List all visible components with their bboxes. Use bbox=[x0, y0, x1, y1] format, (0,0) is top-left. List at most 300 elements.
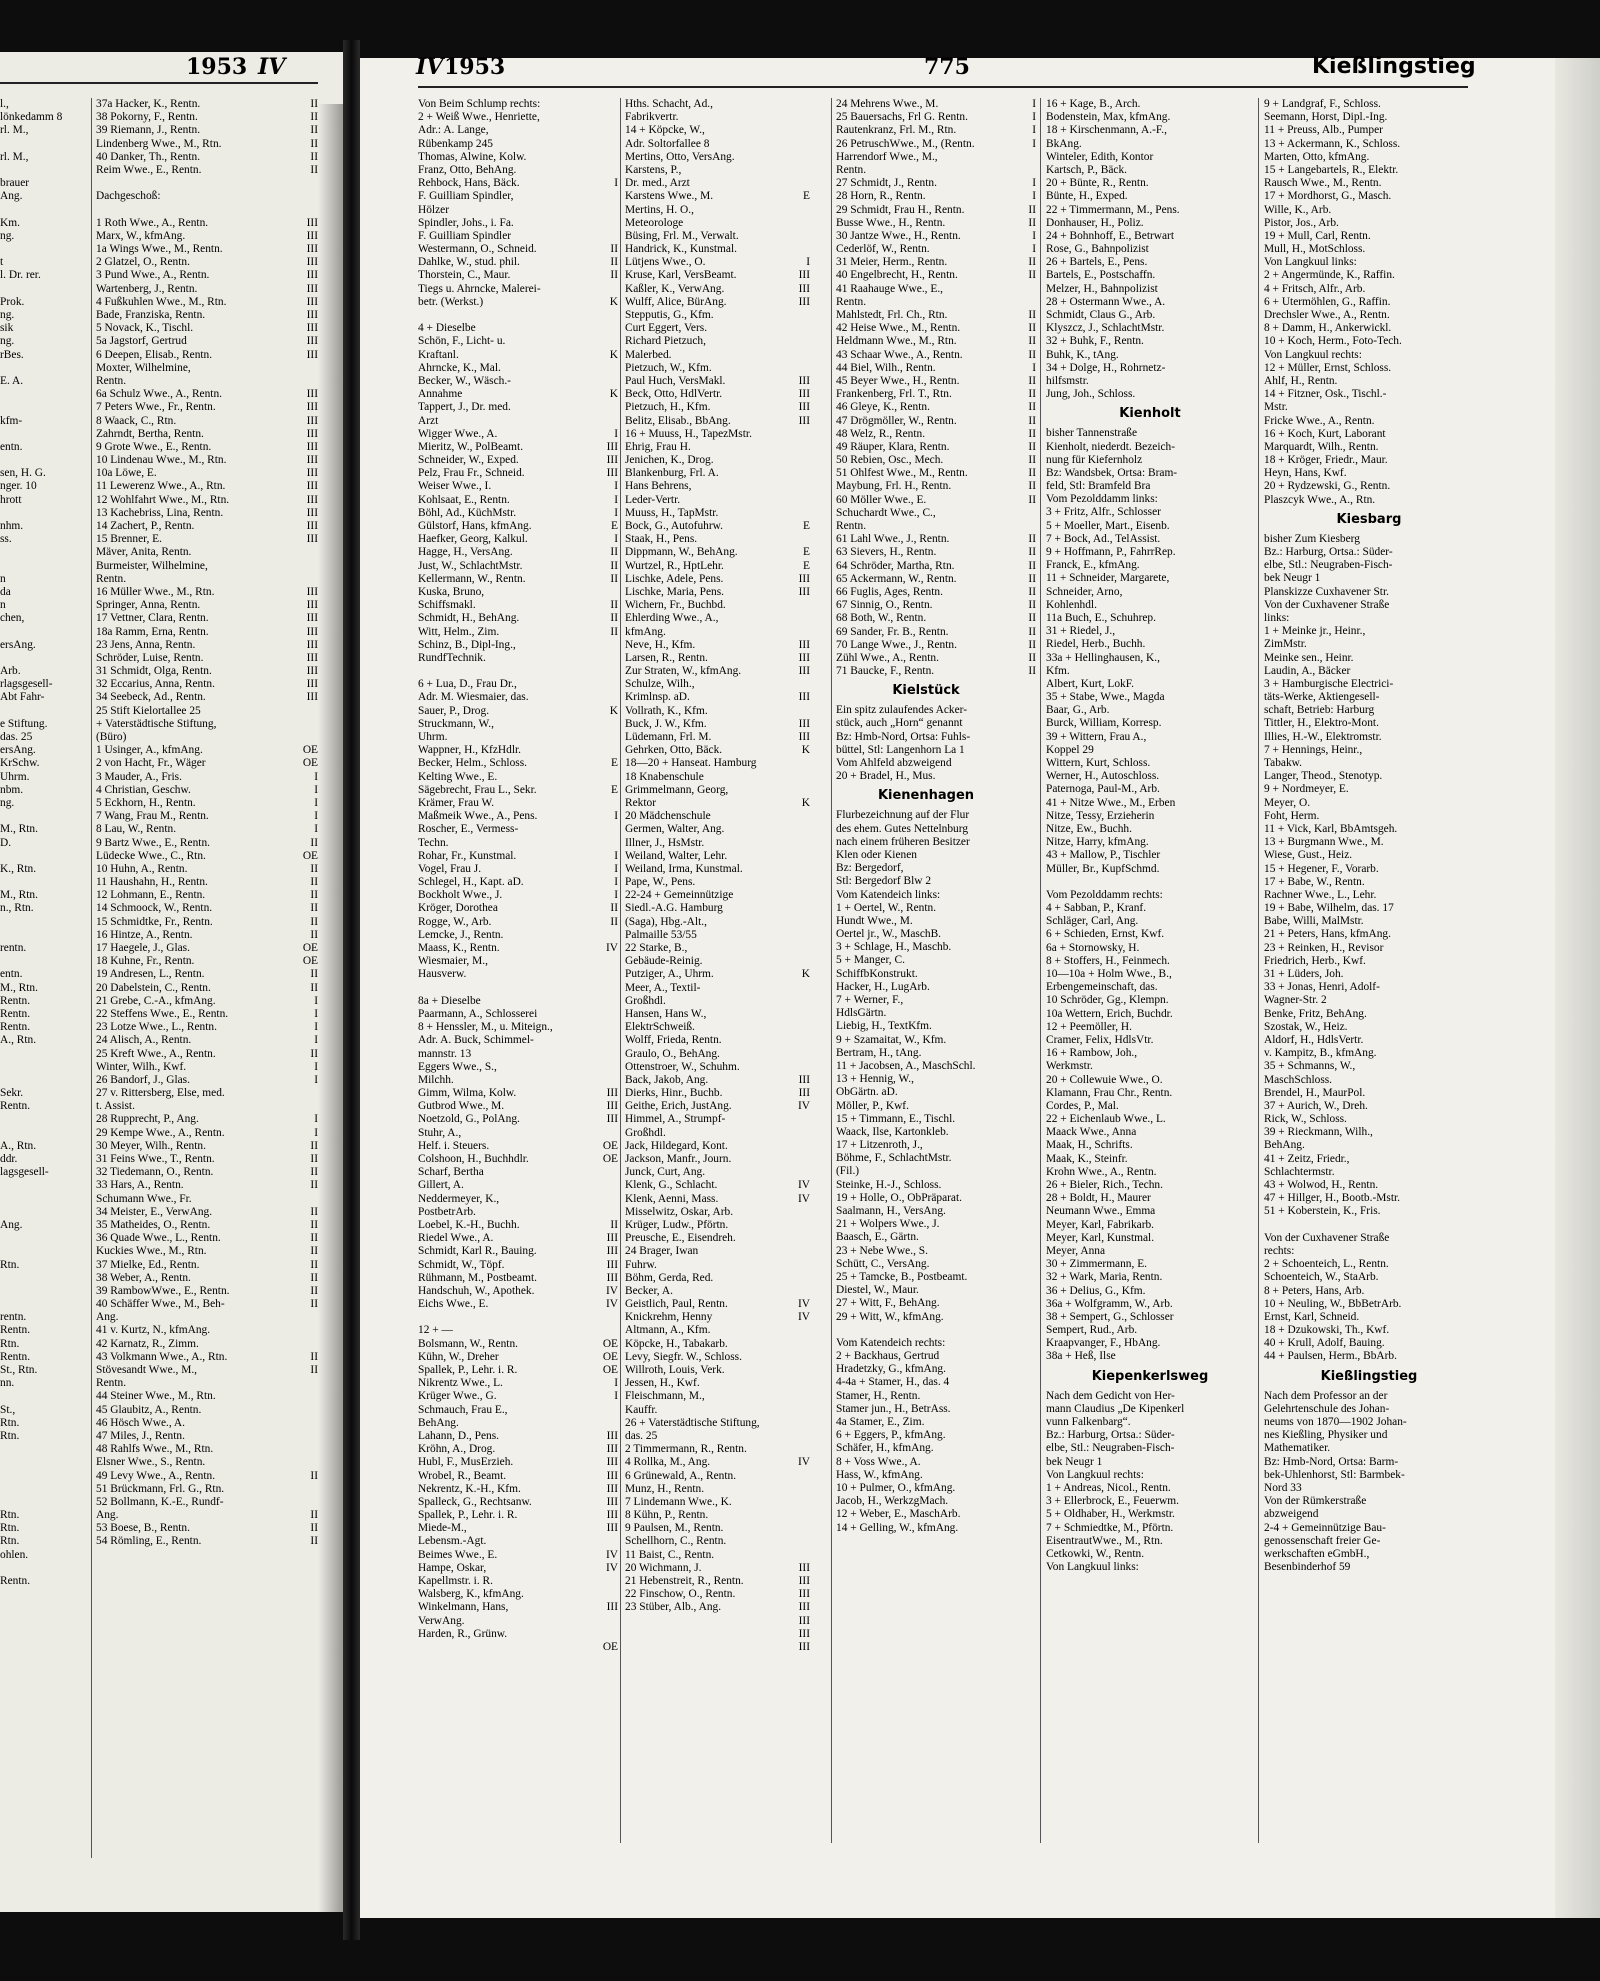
text-fragment: D. bbox=[0, 836, 12, 849]
floor-marker: III bbox=[306, 651, 318, 664]
text-fragment bbox=[0, 1272, 90, 1285]
floor-marker: III bbox=[306, 335, 318, 348]
directory-entry: Baasch, E., Gärtn. bbox=[836, 1231, 919, 1244]
floor-marker: II bbox=[1028, 374, 1036, 387]
floor-marker bbox=[1014, 296, 1036, 309]
directory-entry: Tappert, J., Dr. med. bbox=[418, 401, 511, 414]
directory-entry: Handrick, K., Kunstmal. bbox=[625, 243, 737, 256]
floor-marker: I bbox=[314, 783, 318, 796]
directory-entry: Flurbezeichnung auf der Flur bbox=[836, 809, 970, 822]
directory-entry bbox=[418, 665, 616, 678]
directory-entry: Ottenstroer, W., Schuhm. bbox=[625, 1060, 740, 1073]
floor-marker bbox=[788, 480, 810, 493]
directory-entry: 6 + Utermöhlen, G., Raffin. bbox=[1264, 295, 1391, 308]
directory-entry: Thorstein, C., Maur. bbox=[418, 269, 511, 282]
floor-marker bbox=[788, 494, 810, 507]
directory-entry: 43 Schaar Wwe., A., Rentn. bbox=[836, 348, 963, 361]
floor-marker: III bbox=[606, 1113, 618, 1126]
directory-entry: 21 + Peters, Hans, kfmAng. bbox=[1264, 928, 1391, 941]
directory-entry: Jessen, H., Kwf. bbox=[625, 1377, 700, 1390]
directory-entry: Kühn, W., Dreher bbox=[418, 1350, 499, 1363]
directory-entry: Milchh. bbox=[418, 1073, 454, 1086]
floor-marker: K bbox=[609, 348, 618, 361]
directory-entry: 19 + Holle, O., ObPräparat. bbox=[836, 1191, 962, 1204]
directory-entry: 21 Hebenstreit, R., Rentn. bbox=[625, 1575, 744, 1587]
floor-marker bbox=[788, 1232, 810, 1245]
directory-entry: Hundt Wwe., M. bbox=[836, 914, 913, 927]
floor-marker bbox=[284, 1100, 318, 1113]
directory-entry: Geistlich, Paul, Rentn. bbox=[625, 1298, 728, 1311]
directory-entry: 14 + Fitzner, Osk., Tischl.- bbox=[1264, 388, 1387, 401]
floor-marker bbox=[284, 375, 318, 388]
floor-marker: III bbox=[306, 665, 318, 678]
directory-entry: Burck, William, Korresp. bbox=[1046, 717, 1162, 730]
directory-entry: des ehem. Gutes Nettelnburg bbox=[836, 822, 969, 835]
directory-entry: Krämer, Frau W. bbox=[418, 796, 495, 809]
directory-entry: Kienholt, niederdt. Bezeich- bbox=[1046, 440, 1176, 453]
directory-entry: Nitze, Tessy, Erzieherin bbox=[1046, 809, 1155, 822]
floor-marker: II bbox=[310, 1535, 318, 1548]
directory-entry: Lütjens Wwe., O. bbox=[625, 256, 706, 269]
directory-entry: Mertins, Otto, VersAng. bbox=[625, 150, 735, 163]
right-header-rule bbox=[418, 86, 1468, 88]
floor-marker bbox=[596, 771, 618, 784]
floor-marker: III bbox=[306, 243, 318, 256]
text-fragment bbox=[0, 1390, 90, 1403]
directory-entry: 6 + Eggers, P., kfmAng. bbox=[836, 1429, 946, 1442]
floor-marker: IV bbox=[605, 942, 618, 954]
text-fragment: e Stiftung. bbox=[0, 717, 48, 730]
directory-entry: 5 + Moeller, Mart., Eisenb. bbox=[1046, 519, 1170, 532]
text-fragment: Rtn. bbox=[0, 1429, 20, 1442]
directory-entry: Nitze, Ew., Buchh. bbox=[1046, 822, 1132, 835]
floor-marker: I bbox=[614, 876, 618, 889]
directory-entry: Wagner-Str. 2 bbox=[1264, 994, 1327, 1007]
floor-marker bbox=[788, 1272, 810, 1285]
directory-entry: ElektrSchweiß. bbox=[625, 1021, 695, 1034]
directory-entry: 12 + Müller, Ernst, Schloss. bbox=[1264, 361, 1392, 374]
left-column-entries bbox=[96, 98, 282, 1549]
floor-marker: II bbox=[310, 1245, 318, 1258]
left-column-fragments bbox=[0, 98, 90, 1588]
floor-marker: II bbox=[1028, 612, 1036, 625]
directory-entry: BkAng. bbox=[1046, 137, 1082, 150]
directory-entry: Bz.: Harburg, Ortsa.: Süder- bbox=[1046, 1429, 1175, 1442]
text-fragment bbox=[0, 652, 90, 665]
directory-entry: Schellhorn, C., Rentn. bbox=[625, 1535, 727, 1548]
floor-marker bbox=[788, 1034, 810, 1047]
floor-marker bbox=[284, 546, 318, 559]
directory-entry: MaschSchloss. bbox=[1264, 1073, 1333, 1086]
floor-marker bbox=[596, 1535, 618, 1548]
directory-entry: Beimes Wwe., E. bbox=[418, 1548, 498, 1561]
text-fragment bbox=[0, 204, 90, 217]
directory-entry: Struckmann, W., bbox=[418, 717, 494, 730]
text-fragment: A., Rtn. bbox=[0, 1139, 37, 1152]
directory-entry: Koppel 29 bbox=[1046, 743, 1094, 756]
directory-entry: (Fil.) bbox=[836, 1165, 860, 1178]
directory-entry: 8 + Henssler, M., u. Miteign., bbox=[418, 1021, 553, 1034]
directory-entry: Bz: Hmb-Nord, Ortsa: Fuhls- bbox=[836, 730, 971, 743]
directory-entry: 11 + Jacobsen, A., MaschSchl. bbox=[836, 1059, 976, 1072]
floor-marker: III bbox=[606, 1087, 618, 1100]
directory-entry: Willroth, Louis, Verk. bbox=[625, 1364, 725, 1376]
floor-marker bbox=[596, 375, 618, 388]
floor-marker bbox=[596, 1179, 618, 1192]
directory-entry: Wigger Wwe., A. bbox=[418, 427, 498, 440]
directory-entry: Misselwitz, Oskar, Arb. bbox=[625, 1205, 734, 1218]
directory-entry: Rühmann, M., Postbeamt. bbox=[418, 1271, 537, 1284]
text-fragment: St., bbox=[0, 1403, 16, 1416]
floor-marker bbox=[1014, 151, 1036, 164]
directory-entry: rechts: bbox=[1264, 1244, 1295, 1257]
text-fragment: Rtn. bbox=[0, 1522, 20, 1535]
directory-entry: Bartels, E., Postschaffn. bbox=[1046, 269, 1156, 282]
floor-marker bbox=[596, 1324, 618, 1337]
directory-entry: 7 Peters Wwe., Fr., Rentn. bbox=[96, 401, 216, 414]
floor-marker: III bbox=[306, 585, 318, 598]
floor-marker: III bbox=[798, 1087, 810, 1100]
floor-marker bbox=[788, 876, 810, 889]
directory-entry: Buhk, K., tAng. bbox=[1046, 348, 1119, 361]
directory-entry: 7 + Schmiedtke, M., Pförtn. bbox=[1046, 1521, 1174, 1534]
floor-marker bbox=[1014, 164, 1036, 177]
directory-entry: Cederlöf, W., Rentn. bbox=[836, 243, 930, 256]
directory-entry: 21 + Wolpers Wwe., J. bbox=[836, 1218, 940, 1231]
floor-marker bbox=[596, 335, 618, 348]
directory-entry: 8 Kühn, P., Rentn. bbox=[625, 1509, 709, 1522]
floor-marker: II bbox=[1028, 269, 1036, 282]
street-heading: Kienholt bbox=[1119, 406, 1181, 422]
directory-entry: Nitze, Harry, kfmAng. bbox=[1046, 836, 1149, 849]
directory-entry: Munz, H., Rentn. bbox=[625, 1482, 705, 1495]
directory-entry: 18—20 + Hanseat. Hamburg bbox=[625, 757, 757, 770]
floor-marker bbox=[596, 1311, 618, 1324]
floor-marker bbox=[788, 823, 810, 836]
directory-entry: Aldorf, H., HdlsVertr. bbox=[1264, 1033, 1364, 1046]
floor-marker bbox=[788, 612, 810, 625]
directory-entry: 44 + Paulsen, Herm., BbArb. bbox=[1264, 1350, 1397, 1363]
column-3 bbox=[836, 98, 1016, 1535]
floor-marker bbox=[596, 1193, 618, 1206]
directory-entry: 18 + Kirschenmann, A.-F., bbox=[1046, 124, 1167, 137]
directory-entry: Schneider, Arno, bbox=[1046, 585, 1123, 598]
floor-marker bbox=[788, 362, 810, 375]
directory-entry: 38a + Heß, Ilse bbox=[1046, 1350, 1116, 1363]
floor-marker: III bbox=[606, 1469, 618, 1482]
directory-entry: Arzt bbox=[418, 414, 439, 427]
floor-marker: III bbox=[606, 1509, 618, 1522]
text-fragment: Arb. bbox=[0, 665, 21, 678]
directory-entry: Neumann Wwe., Emma bbox=[1046, 1205, 1156, 1218]
directory-entry bbox=[418, 1311, 616, 1324]
floor-marker: III bbox=[606, 1258, 618, 1271]
directory-entry: 68 Both, W., Rentn. bbox=[836, 612, 927, 625]
directory-entry: Thomas, Alwine, Kolw. bbox=[418, 150, 527, 163]
directory-entry: Donhauser, H., Poliz. bbox=[1046, 216, 1144, 229]
floor-marker: OE bbox=[302, 757, 318, 770]
directory-entry: Rogge, W., Arb. bbox=[418, 915, 492, 928]
floor-marker bbox=[284, 1390, 318, 1403]
floor-marker bbox=[284, 705, 318, 718]
directory-entry: 15 Brenner, E. bbox=[96, 533, 162, 546]
directory-entry: Foht, Herm. bbox=[1264, 809, 1320, 822]
directory-entry: Babe, Willi, MalMstr. bbox=[1264, 915, 1364, 928]
directory-entry: 11 + Vick, Karl, BbAmtsgeh. bbox=[1264, 822, 1398, 835]
floor-marker bbox=[1014, 520, 1036, 533]
text-fragment: Rentn. bbox=[0, 994, 31, 1007]
directory-entry: Maak, K., Steinfr. bbox=[1046, 1152, 1128, 1165]
directory-entry: Ahlf, H., Rentn. bbox=[1264, 374, 1338, 387]
directory-entry: Kaßler, K., VerwAng. bbox=[625, 282, 725, 295]
floor-marker: III bbox=[798, 651, 810, 664]
directory-entry: Schröder, Luise, Rentn. bbox=[96, 651, 204, 664]
text-fragment: Sekr. bbox=[0, 1087, 24, 1100]
floor-marker: IV bbox=[605, 1561, 618, 1574]
directory-entry: 9 + Hoffmann, P., FahrrRep. bbox=[1046, 546, 1176, 558]
floor-marker: II bbox=[1028, 256, 1036, 269]
floor-marker bbox=[596, 586, 618, 599]
directory-entry: 48 Welz, R., Rentn. bbox=[836, 427, 926, 440]
floor-marker bbox=[788, 955, 810, 968]
floor-marker: III bbox=[306, 348, 318, 361]
text-fragment bbox=[0, 1048, 90, 1061]
directory-entry: 17 + Babe, W., Rentn. bbox=[1264, 875, 1365, 888]
floor-marker bbox=[788, 243, 810, 256]
directory-entry: 3 Pund Wwe., A., Rentn. bbox=[96, 269, 210, 282]
directory-entry: 26 Bandorf, J., Glas. bbox=[96, 1073, 190, 1086]
directory-entry: Gehrken, Otto, Bäck. bbox=[625, 744, 723, 757]
directory-entry: Schäfer, H., kfmAng. bbox=[836, 1442, 934, 1455]
floor-marker bbox=[596, 111, 618, 124]
directory-entry: 42 Heise Wwe., M., Rentn. bbox=[836, 322, 961, 335]
floor-marker bbox=[788, 1259, 810, 1272]
text-fragment: l., bbox=[0, 98, 9, 110]
text-fragment: Rtn. bbox=[0, 1535, 20, 1548]
floor-marker bbox=[596, 1061, 618, 1074]
directory-entry: Eichs Wwe., E. bbox=[418, 1298, 489, 1311]
directory-entry: 47 Miles, J., Rentn. bbox=[96, 1429, 185, 1442]
directory-entry: Bade, Franziska, Rentn. bbox=[96, 309, 206, 321]
directory-entry: Wittern, Kurt, Schloss. bbox=[1046, 757, 1151, 769]
text-fragment bbox=[0, 546, 90, 559]
directory-entry: 47 + Hillger, H., Bootb.-Mstr. bbox=[1264, 1192, 1401, 1205]
text-fragment bbox=[0, 1470, 90, 1483]
directory-entry: 4 + Sabban, P., Kranf. bbox=[1046, 902, 1147, 915]
floor-marker: K bbox=[609, 704, 618, 717]
floor-marker: III bbox=[306, 533, 318, 546]
directory-entry: Ernst, Karl, Schneid. bbox=[1264, 1310, 1360, 1323]
directory-entry: 10a Löwe, E. bbox=[96, 467, 157, 480]
floor-marker bbox=[284, 1456, 318, 1469]
floor-marker: E bbox=[611, 757, 618, 770]
floor-marker: II bbox=[1028, 638, 1036, 651]
directory-entry: ZimMstr. bbox=[1264, 638, 1307, 651]
floor-marker: I bbox=[1032, 177, 1036, 190]
directory-entry: Melzer, H., Bahnpolizist bbox=[1046, 282, 1158, 295]
directory-entry: Jackson, Manfr., Journ. bbox=[625, 1153, 732, 1165]
floor-marker bbox=[788, 428, 810, 441]
directory-entry: EisentrautWwe., M., Rtn. bbox=[1046, 1534, 1163, 1547]
directory-entry: Levy, Siegfr. W., Schloss. bbox=[625, 1350, 742, 1363]
floor-marker bbox=[788, 441, 810, 454]
floor-marker bbox=[596, 1615, 618, 1628]
directory-entry: 38 + Sempert, G., Schlosser bbox=[1046, 1310, 1174, 1323]
directory-entry: täts-Werke, Aktiengesell- bbox=[1264, 691, 1380, 704]
directory-entry: Meyer, Anna bbox=[1046, 1244, 1106, 1257]
floor-marker: III bbox=[306, 599, 318, 612]
directory-entry: 12 + Weber, E., MaschArb. bbox=[836, 1508, 961, 1521]
directory-entry: 23 Lotze Wwe., L., Rentn. bbox=[96, 1021, 217, 1034]
floor-marker bbox=[788, 1377, 810, 1390]
floor-marker bbox=[596, 929, 618, 942]
directory-entry: 39 Riemann, J., Rentn. bbox=[96, 124, 201, 137]
floor-marker: III bbox=[798, 401, 810, 414]
floor-marker bbox=[788, 1245, 810, 1258]
floor-marker: OE bbox=[602, 1640, 618, 1653]
directory-entry: Klenk, Aenni, Mass. bbox=[625, 1192, 719, 1205]
page-edge bbox=[1555, 58, 1600, 1918]
floor-marker: II bbox=[310, 981, 318, 994]
directory-entry: Uhrm. bbox=[418, 731, 448, 743]
text-fragment bbox=[0, 243, 90, 256]
directory-entry: Adr.: A. Lange, bbox=[418, 124, 489, 137]
directory-entry: 31 + Riedel, J., bbox=[1046, 625, 1116, 638]
directory-entry: 16 Müller Wwe., M., Rtn. bbox=[96, 585, 215, 598]
floor-marker bbox=[788, 1140, 810, 1153]
directory-entry: Kauffr. bbox=[625, 1403, 658, 1416]
text-fragment: Abt Fahr- bbox=[0, 691, 45, 704]
text-fragment bbox=[0, 916, 90, 929]
floor-marker: IV bbox=[605, 1548, 618, 1561]
floor-marker: II bbox=[310, 1298, 318, 1311]
text-fragment bbox=[0, 164, 90, 177]
directory-entry: 22 Finschow, O., Rentn. bbox=[625, 1588, 736, 1601]
directory-entry: 5 Novack, K., Tischl. bbox=[96, 322, 194, 335]
directory-entry: 2 + Backhaus, Gertrud bbox=[836, 1350, 940, 1363]
directory-entry: 8 + Peters, Hans, Arb. bbox=[1264, 1284, 1365, 1297]
directory-entry: 25 + Tamcke, B., Postbeamt. bbox=[836, 1270, 968, 1283]
floor-marker bbox=[596, 190, 618, 203]
floor-marker: II bbox=[310, 1284, 318, 1297]
directory-entry: F. Guilliam Spindler, bbox=[418, 190, 514, 203]
directory-entry: 29 Schmidt, Frau H., Rentn. bbox=[836, 203, 965, 216]
floor-marker: I bbox=[1032, 243, 1036, 256]
floor-marker bbox=[596, 639, 618, 652]
directory-entry: Von Langkuul rechts: bbox=[1264, 348, 1362, 361]
directory-entry: das. 25 bbox=[625, 1429, 658, 1442]
floor-marker bbox=[596, 1048, 618, 1061]
directory-entry: 22 + Timmermann, M., Pens. bbox=[1046, 203, 1180, 216]
directory-entry: Hths. Schacht, Ad., bbox=[625, 98, 713, 110]
floor-marker bbox=[596, 322, 618, 335]
directory-entry: Ehlerding Wwe., A., bbox=[625, 612, 719, 625]
directory-entry: Winkelmann, Hans, bbox=[418, 1601, 509, 1614]
floor-marker bbox=[284, 1377, 318, 1390]
text-fragment: Ang. bbox=[0, 190, 23, 203]
directory-entry: Marquardt, Wilh., Rentn. bbox=[1264, 440, 1379, 453]
directory-entry: 22 Starke, B., bbox=[625, 942, 688, 954]
floor-marker: I bbox=[614, 506, 618, 519]
floor-marker: II bbox=[1028, 401, 1036, 414]
floor-marker bbox=[596, 230, 618, 243]
directory-entry: 14 + Gelling, W., kfmAng. bbox=[836, 1521, 959, 1534]
directory-entry: 23 Stüber, Alb., Ang. bbox=[625, 1601, 722, 1614]
floor-marker bbox=[788, 217, 810, 230]
directory-entry: Erbengemeinschaft, das. bbox=[1046, 981, 1158, 994]
floor-marker: I bbox=[1032, 229, 1036, 242]
floor-marker: I bbox=[1032, 124, 1036, 137]
directory-entry: Rübenkamp 245 bbox=[418, 137, 493, 150]
directory-entry: Vom Katendeich links: bbox=[836, 888, 941, 901]
directory-entry: Waack, Ilse, Kartonkleb. bbox=[836, 1125, 949, 1138]
directory-entry: Grimmelmann, Georg, bbox=[625, 783, 729, 796]
directory-entry: 65 Ackermann, W., Rentn. bbox=[836, 572, 957, 585]
directory-entry: Von Langkuul links: bbox=[1046, 1561, 1139, 1574]
directory-entry: 51 Ohlfest Wwe., M., Rentn. bbox=[836, 467, 968, 480]
directory-entry: Neve, H., Kfm. bbox=[625, 638, 696, 651]
directory-entry: 1 Usinger, A., kfmAng. bbox=[96, 744, 203, 757]
floor-marker bbox=[596, 1575, 618, 1588]
floor-marker bbox=[788, 995, 810, 1008]
text-fragment: rBes. bbox=[0, 348, 24, 361]
floor-marker bbox=[596, 955, 618, 968]
directory-entry: Kohlsaat, E., Rentn. bbox=[418, 493, 510, 506]
text-fragment bbox=[0, 1193, 90, 1206]
floor-marker: II bbox=[310, 1153, 318, 1165]
directory-entry: Rautenkranz, Frl. M., Rtn. bbox=[836, 124, 957, 137]
directory-entry: Drechsler Wwe., A., Rentn. bbox=[1264, 309, 1390, 321]
floor-marker bbox=[284, 1404, 318, 1417]
floor-marker: III bbox=[306, 480, 318, 493]
directory-entry: Bz: Wandsbek, Ortsa: Bram- bbox=[1046, 466, 1178, 479]
directory-entry: Stl: Bergedorf Blw 2 bbox=[836, 875, 932, 888]
directory-entry: 32 Tiedemann, O., Rentn. bbox=[96, 1166, 214, 1179]
floor-marker: II bbox=[1028, 585, 1036, 598]
directory-entry: 6 Grünewald, A., Rentn. bbox=[625, 1469, 737, 1482]
directory-entry: 3 + Fritz, Alfr., Schlosser bbox=[1046, 506, 1161, 519]
directory-entry: 6a + Stornowsky, H. bbox=[1046, 941, 1140, 954]
directory-entry: 35 + Schmanns, W., bbox=[1264, 1060, 1356, 1073]
floor-marker bbox=[788, 599, 810, 612]
text-fragment: M., Rtn. bbox=[0, 889, 38, 902]
directory-entry: Leder-Vertr. bbox=[625, 493, 681, 506]
directory-entry: 15 + Hegener, F., Vorarb. bbox=[1264, 862, 1379, 875]
text-fragment: M., Rtn. bbox=[0, 981, 38, 994]
directory-entry: 2 + Angermünde, K., Raffin. bbox=[1264, 269, 1395, 282]
floor-marker bbox=[788, 705, 810, 718]
floor-marker: III bbox=[798, 1575, 810, 1587]
directory-entry: Ehrig, Frau H. bbox=[625, 440, 691, 453]
directory-entry: 18a Ramm, Erna, Rentn. bbox=[96, 625, 209, 638]
floor-marker: II bbox=[610, 572, 618, 585]
floor-marker bbox=[788, 1021, 810, 1034]
directory-entry: Kellermann, W., Rentn. bbox=[418, 572, 526, 585]
text-fragment: Rtn. bbox=[0, 1416, 20, 1429]
directory-entry: BehAng. bbox=[418, 1416, 459, 1429]
text-fragment bbox=[0, 1245, 90, 1258]
floor-marker bbox=[596, 665, 618, 678]
directory-entry: 43 + Mallow, P., Tischler bbox=[1046, 849, 1161, 862]
directory-entry: Marten, Otto, kfmAng. bbox=[1264, 150, 1370, 163]
directory-entry: 25 Stift Kielortallee 25 bbox=[96, 704, 201, 717]
floor-marker: OE bbox=[602, 1153, 618, 1165]
directory-entry: Hradetzky, G., kfmAng. bbox=[836, 1363, 946, 1376]
floor-marker bbox=[788, 863, 810, 876]
directory-entry: Vom Katendeich rechts: bbox=[836, 1336, 946, 1349]
text-fragment: Rentn. bbox=[0, 1021, 31, 1034]
floor-marker: E bbox=[611, 520, 618, 532]
